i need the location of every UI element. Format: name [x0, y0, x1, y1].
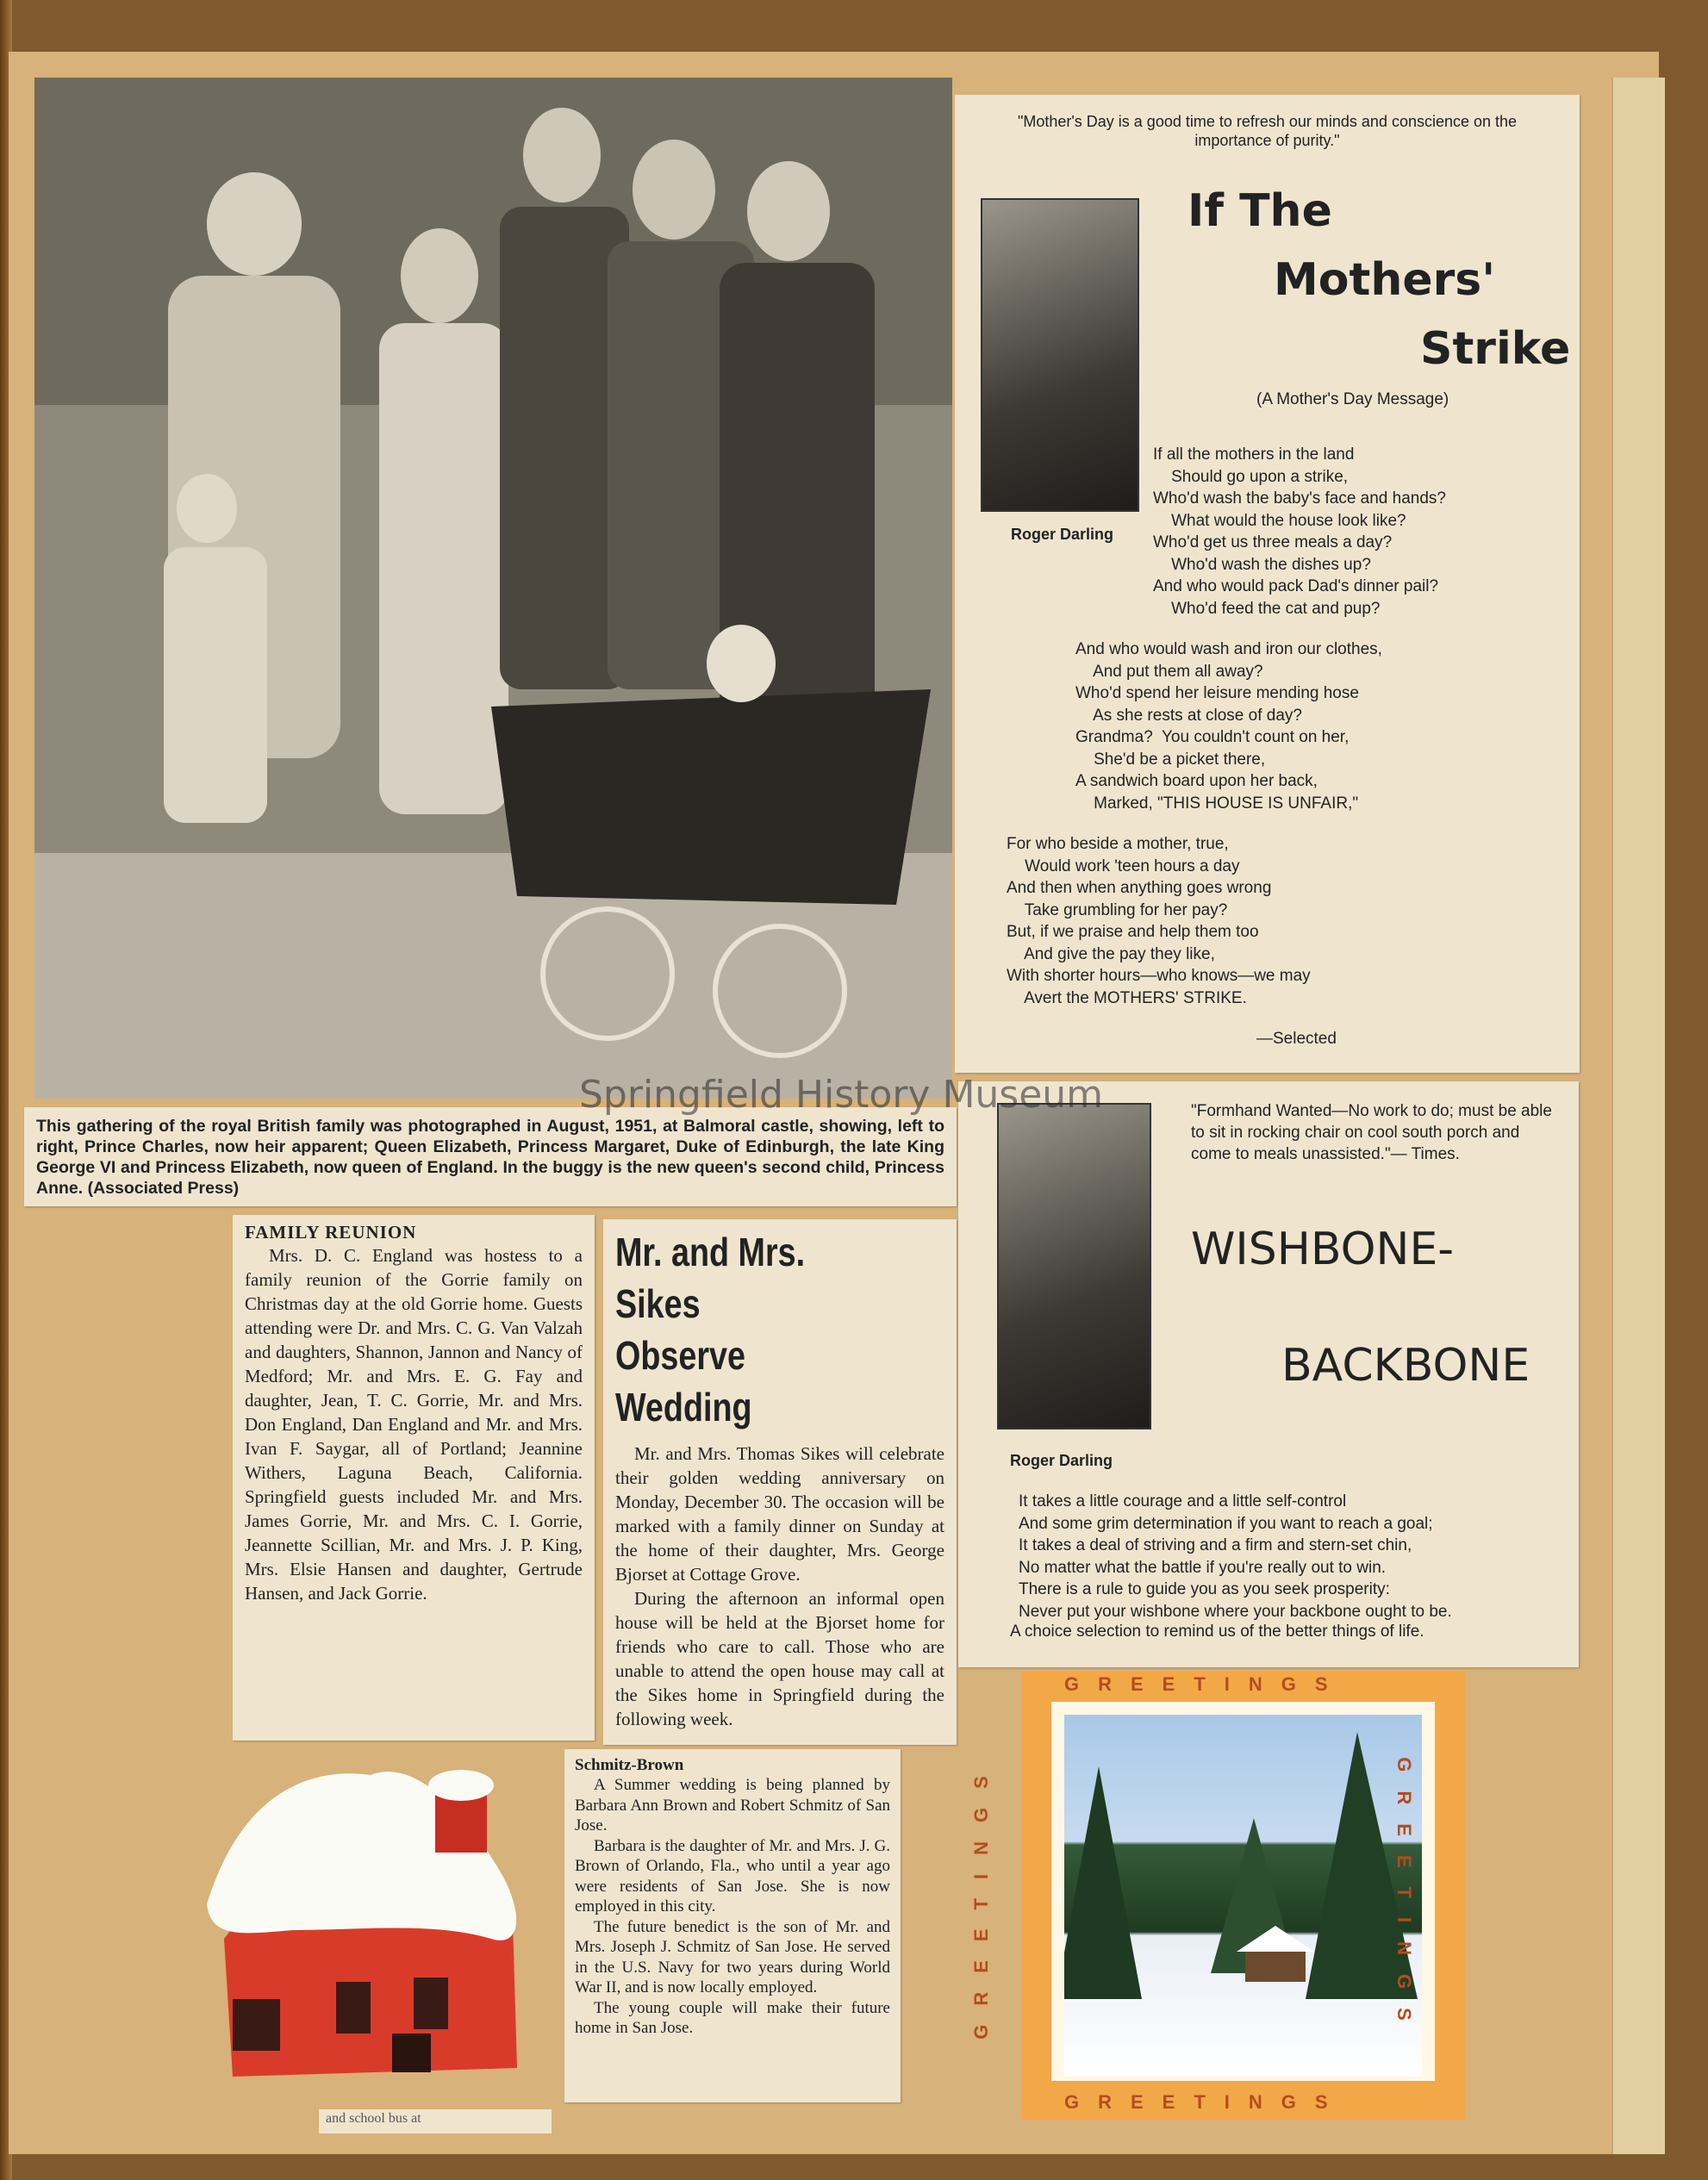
wishbone-clipping [958, 1081, 1579, 1667]
watermark: Springfield History Museum [579, 1073, 1104, 1117]
sikes-heading-2: Observe Wedding [615, 1333, 752, 1429]
greetings-card [969, 1672, 1465, 2120]
poem-line: And put them all away? [1075, 662, 1263, 681]
snowy-forest-scene [1064, 1715, 1422, 2077]
poem-line: And some grim determination if you want to reach a goal; [1019, 1514, 1433, 1533]
photo-caption: This gathering of the royal British family was photographed in August, 1951, at Balmoral castle, showing, left to right, Prince Charles, now heir apparent; Queen Elizabeth, Princess Margaret, Duke of Edinburgh, the late King George VI and Princess Elizabeth, now queen of England. In the buggy is the new queen's second child, Princess Anne. (Associated Press) [24, 1107, 957, 1206]
poem-line: And who would pack Dad's dinner pail? [1153, 577, 1439, 595]
poem-line: If all the mothers in the land [1153, 445, 1355, 464]
poem-line: Take grumbling for her pay? [1007, 900, 1228, 919]
family-reunion-body: Mrs. D. C. England was hostess to a family reunion of the Gorrie family on Christmas day at the old Gorrie home. Guests attending were Dr. and Mrs. C. G. Van Valzah and daughters, Shannon, Jannon and Nancy of Medford; Mr. and Mrs. E. G. Fay and daughter, Jean, T. C. Gorrie, Mr. and Mrs. Don England, Dan England and Mr. and Mrs. Ivan F. Saygar, all of Portland; Jeannine Withers, Laguna Beach, California. Springfield guests included Mr. and Mrs. James Gorrie, Mr. and Mrs. C. I. Gorrie, Jeannette Scillian, Mr. and Mrs. J. P. King, Mrs. Elsie Hansen and daughter, Gertrude Hansen, and Jack Gorrie. [245, 1245, 583, 1604]
greetings-top: GREETINGS [1064, 1673, 1347, 1695]
mothers-strike-poem [1007, 444, 1558, 1009]
schmitz-paragraph-1: A Summer wedding is being planned by Barbara Ann Brown and Robert Schmitz of San Jose. [575, 1776, 890, 1834]
poem-line: Grandma? You couldn't count on her, [1075, 728, 1350, 746]
bottom-clipping-fragment: and school bus at [319, 2109, 552, 2133]
mothers-strike-title-3: Strike [1420, 323, 1571, 375]
greetings-bottom: GREETINGS [1064, 2091, 1347, 2113]
poem-line: And give the pay they like, [1007, 944, 1215, 963]
poem-line: She'd be a picket there, [1075, 750, 1266, 769]
mothers-strike-title-1: If The [1187, 185, 1332, 237]
mothers-strike-quote: "Mother's Day is a good time to refresh our minds and conscience on the importance of purity." [1017, 113, 1518, 149]
greetings-left: GREETINGS [969, 1757, 992, 2040]
mothers-strike-signoff: —Selected [1256, 1030, 1337, 1048]
poem-line: What would the house look like? [1153, 511, 1406, 530]
mothers-strike-title-2: Mothers' [1274, 254, 1496, 306]
poem-line: Should go upon a strike, [1153, 467, 1349, 486]
red-house-sticker [207, 1758, 539, 2085]
poem-line: Who'd wash the dishes up? [1153, 555, 1371, 574]
mothers-strike-clipping [955, 95, 1580, 1073]
sikes-wedding-clipping [603, 1219, 957, 1745]
poem-line: Who'd feed the cat and pup? [1153, 599, 1381, 618]
mothers-strike-subtitle: (A Mother's Day Message) [1256, 390, 1449, 408]
poem-line: There is a rule to guide you as you seek prosperity: [1019, 1580, 1390, 1598]
poem-line: And then when anything goes wrong [1007, 879, 1272, 897]
poem-line: Avert the MOTHERS' STRIKE. [1007, 988, 1247, 1007]
poem-line: A sandwich board upon her back, [1075, 772, 1318, 790]
poem-line: As she rests at close of day? [1075, 706, 1302, 725]
schmitz-brown-clipping [564, 1749, 901, 2102]
author-portrait [997, 1103, 1151, 1429]
schmitz-paragraph-4: The young couple will make their future home in San Jose. [575, 1998, 890, 2037]
photo-illustration [34, 78, 952, 1099]
poem-line: It takes a deal of striving and a firm and stern-set chin, [1019, 1536, 1412, 1554]
poem-line: Never put your wishbone where your backbone ought to be. [1019, 1602, 1452, 1621]
poem-line: No matter what the battle if you're really out to win. [1019, 1558, 1387, 1577]
poem-line: But, if we praise and help them too [1007, 923, 1259, 941]
sikes-paragraph-2: During the afternoon an informal open house will be held at the Bjorset home for friends who care to call. Those who are unable to attend the open house may call at the Sikes home in Springfield during the following week. [615, 1588, 944, 1729]
family-reunion-heading: FAMILY REUNION [245, 1222, 417, 1243]
family-reunion-clipping [233, 1215, 595, 1741]
poem-line: Marked, "THIS HOUSE IS UNFAIR," [1075, 794, 1359, 813]
page-edge [1611, 78, 1665, 2154]
poem-line: Would work 'teen hours a day [1007, 856, 1240, 875]
greetings-right: GREETINGS [1393, 1757, 1415, 2040]
schmitz-paragraph-3: The future benedict is the son of Mr. and Mrs. Joseph J. Schmitz of San Jose. He served in the U.S. Navy for two years during World War II, and is now locally employed. [575, 1917, 890, 1996]
poem-line: Who'd wash the baby's face and hands? [1153, 489, 1446, 508]
wishbone-quote: "Formhand Wanted—No work to do; must be able to sit in rocking chair on cool south porch and come to meals unassisted."— Times. [1191, 1102, 1552, 1163]
sikes-heading-1: Mr. and Mrs. Sikes [615, 1230, 806, 1326]
poem-line: With shorter hours—who knows—we may [1007, 967, 1311, 985]
poem-line: Who'd get us three meals a day? [1153, 533, 1393, 551]
poem-line: It takes a little courage and a little self-control [1019, 1492, 1347, 1510]
royal-family-photo [34, 78, 952, 1099]
mothers-strike-author: Roger Darling [1011, 526, 1114, 543]
wishbone-author: Roger Darling [1010, 1452, 1113, 1469]
poem-line: And who would wash and iron our clothes, [1075, 640, 1382, 658]
wishbone-poem [1019, 1491, 1570, 1623]
poem-line: For who beside a mother, true, [1007, 835, 1229, 853]
poem-line: Who'd spend her leisure mending hose [1075, 684, 1359, 702]
wishbone-title-1: WISHBONE- [1191, 1224, 1455, 1275]
wishbone-footer: A choice selection to remind us of the better things of life. [1010, 1623, 1424, 1641]
sikes-paragraph-1: Mr. and Mrs. Thomas Sikes will celebrate their golden wedding anniversary on Monday, December 30. The occasion will be marked with a family dinner on Sunday at the home of their daughter, Mrs. George Bjorset at Cottage Grove. [615, 1443, 944, 1585]
wishbone-title-2: BACKBONE [1281, 1340, 1530, 1392]
schmitz-paragraph-2: Barbara is the daughter of Mr. and Mrs. J. G. Brown of Orlando, Fla., who until a year ago were residents of San Jose. She is now employed in this city. [575, 1836, 890, 1915]
schmitz-heading: Schmitz-Brown [575, 1756, 684, 1774]
